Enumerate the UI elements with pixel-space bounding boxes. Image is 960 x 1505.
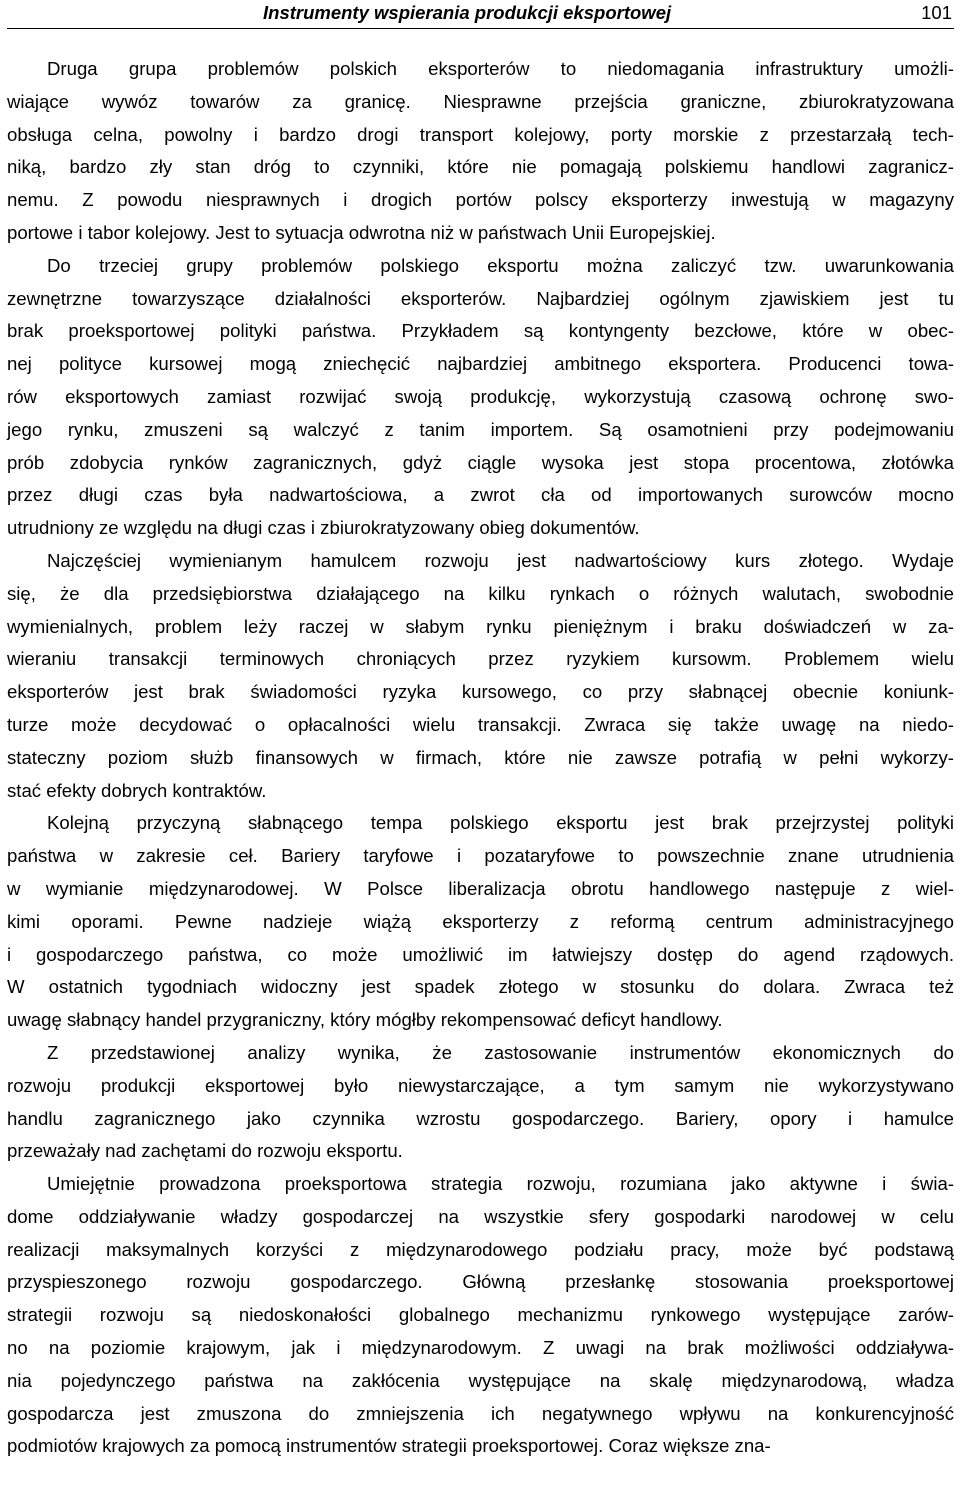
paragraph-line: nemu. Z powodu niesprawnych i drogich portów polscy eksporterzy inwestują w magazyny bbox=[7, 189, 954, 211]
paragraph bbox=[7, 545, 954, 807]
paragraph bbox=[7, 250, 954, 545]
paragraph bbox=[7, 1168, 954, 1463]
paragraph-line: nej polityce kursowej mogą zniechęcić najbardziej ambitnego eksportera. Producenci towa- bbox=[7, 353, 954, 375]
paragraph-line: i gospodarczego państwa, co może umożliwić im łatwiejszy dostęp do agend rządowych. bbox=[7, 943, 954, 965]
paragraph-line: wieraniu transakcji terminowych chroniących przez ryzykiem kursowm. Problemem wielu bbox=[7, 648, 954, 670]
paragraph-line: Kolejną przyczyną słabnącego tempa polskiego eksportu jest brak przejrzystej polityki bbox=[47, 812, 954, 834]
paragraph-line: Druga grupa problemów polskich eksporterów to niedomagania infrastruktury umożli- bbox=[47, 58, 954, 79]
paragraph-line: wiające wywóz towarów za granicę. Niesprawne przejścia graniczne, zbiurokratyzowana bbox=[7, 90, 954, 112]
paragraph-line: kimi oporami. Pewne nadzieje wiążą eksporterzy z reformą centrum administracyjnego bbox=[7, 910, 954, 932]
paragraph bbox=[7, 807, 954, 1037]
paragraph-line: turze może decydować o opłacalności wielu transakcji. Zwraca się także uwagę na niedo- bbox=[7, 713, 954, 735]
paragraph-line: wymienialnych, problem leży raczej w słabym rynku pieniężnym i braku doświadczeń w za- bbox=[7, 615, 954, 637]
paragraph-line: Z przedstawionej analizy wynika, że zastosowanie instrumentów ekonomicznych do bbox=[47, 1041, 954, 1063]
paragraph-line: rozwoju produkcji eksportowej było niewystarczające, a tym samym nie wykorzystywano bbox=[7, 1074, 954, 1096]
running-header-title: Instrumenty wspierania produkcji eksportowej bbox=[263, 2, 672, 23]
paragraph-line: podmiotów krajowych za pomocą instrumentów strategii proeksportowej. Coraz większe zna- bbox=[7, 1435, 771, 1457]
paragraph-line: w wymianie międzynarodowej. W Polsce liberalizacja obrotu handlowego następuje z wiel- bbox=[7, 877, 954, 899]
paragraph-line: obsługa celna, powolny i bardzo drogi transport kolejowy, porty morskie z przestarzałą tech- bbox=[7, 123, 954, 145]
paragraph-line: strategii rozwoju są niedoskonałości globalnego mechanizmu rynkowego występujące zarów- bbox=[7, 1304, 954, 1326]
paragraph-line: prób zdobycia rynków zagranicznych, gdyż ciągle wysoka jest stopa procentowa, złotówka bbox=[7, 451, 954, 473]
paragraph-line: utrudniony ze względu na długi czas i zbiurokratyzowany obieg dokumentów. bbox=[7, 517, 640, 539]
paragraph-line: przeważały nad zachętami do rozwoju eksportu. bbox=[7, 1140, 403, 1162]
paragraph-line: eksporterów jest brak świadomości ryzyka kursowego, co przy słabnącej obecnie koniunk- bbox=[7, 681, 954, 703]
paragraph-line: przez długi czas była nadwartościowa, a zwrot cła od importowanych surowców mocno bbox=[7, 484, 954, 506]
paragraph-line: Najczęściej wymienianym hamulcem rozwoju jest nadwartościowy kurs złotego. Wydaje bbox=[47, 549, 954, 571]
paragraph bbox=[7, 1037, 954, 1168]
paragraph-line: stateczny poziom służb finansowych w firmach, które nie zawsze potrafią w pełni wykorzy- bbox=[7, 746, 954, 768]
paragraph-line: się, że dla przedsiębiorstwa działającego na kilku rynkach o różnych walutach, swobodnie bbox=[7, 582, 954, 604]
paragraph-line: zewnętrzne towarzyszące działalności eksporterów. Najbardziej ogólnym zjawiskiem jest tu bbox=[7, 287, 954, 309]
paragraph-line: portowe i tabor kolejowy. Jest to sytuacja odwrotna niż w państwach Unii Europejskiej. bbox=[7, 221, 716, 243]
paragraph-line: państwa w zakresie ceł. Bariery taryfowe i pozataryfowe to powszechnie znane utrudnienia bbox=[7, 845, 954, 867]
paragraph-line: uwagę słabnący handel przygraniczny, który mógłby rekompensować deficyt handlowy. bbox=[7, 1009, 723, 1031]
running-header bbox=[7, 0, 954, 29]
paragraph bbox=[7, 53, 954, 250]
paragraph-line: przyspieszonego rozwoju gospodarczego. Główną przesłankę stosowania proeksportowej bbox=[7, 1271, 954, 1293]
paragraph-line: stać efekty dobrych kontraktów. bbox=[7, 779, 267, 801]
paragraph-line: Umiejętnie prowadzona proeksportowa strategia rozwoju, rozumiana jako aktywne i świa- bbox=[47, 1173, 954, 1195]
paragraph-line: gospodarcza jest zmuszona do zmniejszenia ich negatywnego wpływu na konkurencyjność bbox=[7, 1402, 954, 1424]
paragraph-line: Do trzeciej grupy problemów polskiego eksportu można zaliczyć tzw. uwarunkowania bbox=[47, 254, 954, 276]
paragraph-line: nia pojedynczego państwa na zakłócenia występujące na skalę międzynarodową, władza bbox=[7, 1369, 954, 1391]
paragraph-line: dome oddziaływanie władzy gospodarczej na wszystkie sfery gospodarki narodowej w celu bbox=[7, 1205, 954, 1227]
paragraph-line: W ostatnich tygodniach widoczny jest spadek złotego w stosunku do dolara. Zwraca też bbox=[7, 976, 954, 998]
paragraph-line: realizacji maksymalnych korzyści z międzynarodowego podziału pracy, może być podstawą bbox=[7, 1238, 954, 1260]
body-text bbox=[7, 53, 954, 1463]
paragraph-line: niką, bardzo zły stan dróg to czynniki, które nie pomagają polskiemu handlowi zagranicz- bbox=[7, 156, 954, 178]
paragraph-line: rów eksportowych zamiast rozwijać swoją produkcję, wykorzystują czasową ochronę swo- bbox=[7, 385, 954, 407]
paragraph-line: handlu zagranicznego jako czynnika wzrostu gospodarczego. Bariery, opory i hamulce bbox=[7, 1107, 954, 1129]
paragraph-line: brak proeksportowej polityki państwa. Przykładem są kontyngenty bezcłowe, które w obec- bbox=[7, 320, 954, 342]
paragraph-line: jego rynku, zmuszeni są walczyć z tanim importem. Są osamotnieni przy podejmowaniu bbox=[7, 418, 954, 440]
paragraph-line: no na poziomie krajowym, jak i międzynarodowym. Z uwagi na brak możliwości oddziaływa- bbox=[7, 1337, 954, 1359]
page-number: 101 bbox=[921, 2, 952, 23]
